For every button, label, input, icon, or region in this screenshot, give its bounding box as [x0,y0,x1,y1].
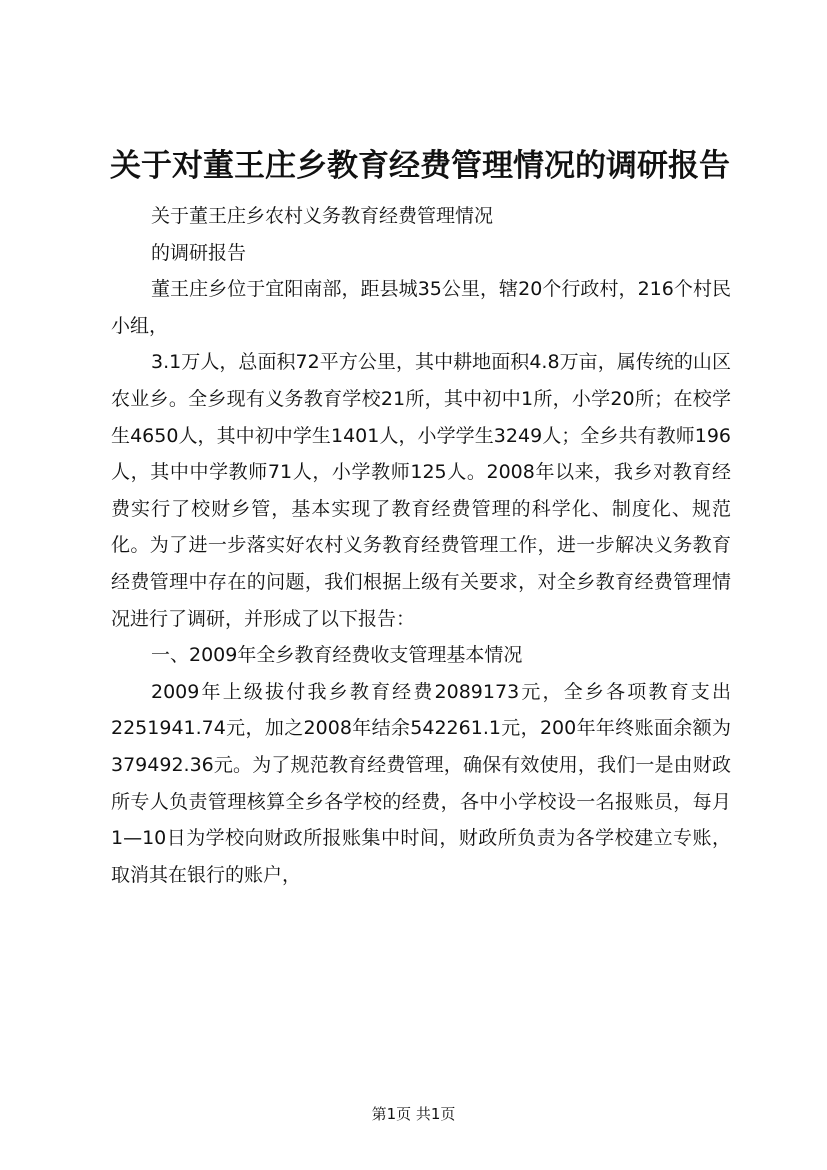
paragraph-funding: 2009年上级拔付我乡教育经费2089173元，全乡各项教育支出2251941.74元，加之2008年结余542261.1元，200年年终账面余额为379492.36元。为了规范教育经费管理，确保有效使用，我们一是由财政所专人负责管理核算全乡各学校的经费，各中小学校设一名报账员，每月1—10日为学校向财政所报账集中时间，财政所负责为各学校建立专账，取消其在银行的账户， [111,680,731,886]
document-body [111,198,731,893]
subtitle-line-1: 关于董王庄乡农村义务教育经费管理情况 [151,205,494,227]
paragraph-overview: 3.1万人，总面积72平方公里，其中耕地面积4.8万亩，属传统的山区农业乡。全乡现有义务教育学校21所，其中初中1所，小学20所；在校学生4650人，其中初中学生1401人，小学学生3249人；全乡共有教师196人，其中中学教师71人，小学教师125人。2008年以来，我乡对教育经费实行了校财乡管，基本实现了教育经费管理的科学化、制度化、规范化。为了进一步落实好农村义务教育经费管理工作，进一步解决义务教育经费管理中存在的问题，我们根据上级有关要求，对全乡教育经费管理情况进行了调研，并形成了以下报告： [111,351,731,630]
paragraph-location: 董王庄乡位于宜阳南部，距县城35公里，辖20个行政村，216个村民小组， [111,278,731,337]
subtitle-line-2: 的调研报告 [151,241,247,264]
section-heading-1: 一、2009年全乡教育经费收支管理基本情况 [151,644,523,667]
document-title: 关于对董王庄乡教育经费管理情况的调研报告 [110,148,730,184]
page-footer: 第1页 共1页 [371,1105,456,1123]
